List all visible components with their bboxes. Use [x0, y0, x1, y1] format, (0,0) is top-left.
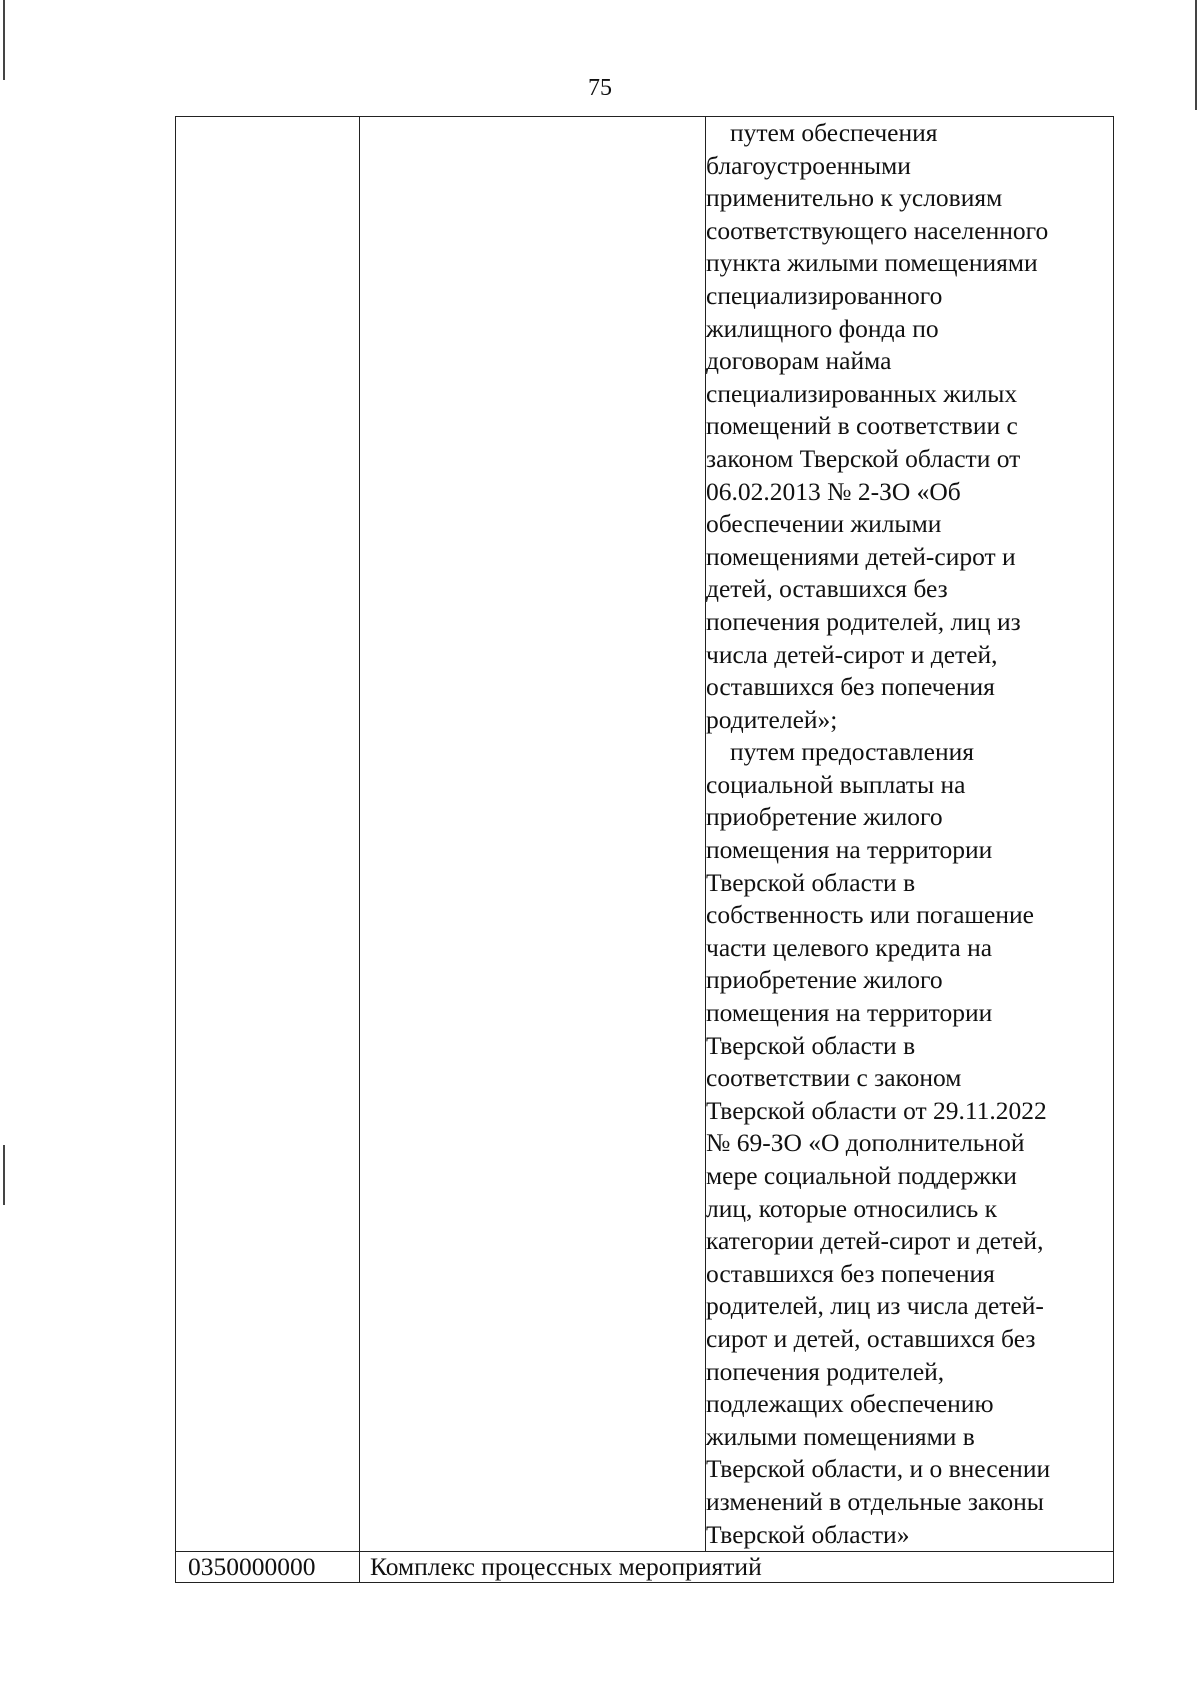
- paragraph-line: законом Тверской области от: [706, 443, 1021, 473]
- paragraph-line: собственность или погашение: [706, 900, 1034, 930]
- paragraph-line: сирот и детей, оставшихся без: [706, 1323, 1036, 1353]
- paragraph-line: Тверской области в: [706, 867, 916, 897]
- paragraph-line: путем обеспечения: [730, 118, 938, 147]
- table-cell-name: Комплекс процессных мероприятий: [360, 1552, 1114, 1583]
- page-number: 75: [588, 75, 612, 101]
- paragraph-line: жилищного фонда по: [706, 313, 939, 343]
- paragraph-line: пункта жилыми помещениями: [706, 248, 1038, 278]
- table-cell-description: [706, 117, 1114, 1552]
- description-paragraph-2: [706, 736, 1113, 1551]
- description-paragraph-1: [706, 117, 1113, 736]
- paragraph-line: части целевого кредита на: [706, 932, 993, 962]
- scan-edge-mark: [3, 1145, 5, 1205]
- paragraph-line: Тверской области»: [706, 1519, 910, 1549]
- table-row: [176, 1552, 1114, 1583]
- paragraph-line: благоустроенными: [706, 150, 911, 180]
- table-row-continuation: [176, 117, 1114, 1552]
- paragraph-line: изменений в отдельные законы: [706, 1486, 1044, 1516]
- paragraph-line: родителей, лиц из числа детей-: [706, 1291, 1044, 1321]
- paragraph-line: соответствующего населенного: [706, 215, 1049, 245]
- paragraph-line: мере социальной поддержки: [706, 1161, 1017, 1190]
- scan-edge-mark: [3, 0, 5, 80]
- paragraph-line: помещениями детей-сирот и: [706, 541, 1016, 571]
- paragraph-line: № 69-ЗО «О дополнительной: [706, 1128, 1025, 1158]
- paragraph-line: Тверской области в: [706, 1030, 916, 1060]
- paragraph-line: числа детей-сирот и детей,: [706, 639, 998, 669]
- paragraph-line: подлежащих обеспечению: [706, 1389, 994, 1419]
- paragraph-line: лиц, которые относились к: [706, 1193, 998, 1223]
- table-cell-code-empty: [176, 117, 360, 1552]
- paragraph-line: жилыми помещениями в: [706, 1421, 975, 1451]
- document-table: [175, 116, 1114, 1583]
- paragraph-line: оставшихся без попечения: [706, 672, 995, 702]
- paragraph-line: обеспечении жилыми: [706, 509, 942, 539]
- paragraph-line: помещения на территории: [706, 998, 993, 1028]
- paragraph-line: применительно к условиям: [706, 183, 1003, 213]
- paragraph-line: 06.02.2013 № 2-ЗО «Об: [706, 476, 961, 506]
- paragraph-line: путем предоставления: [730, 737, 974, 767]
- paragraph-line: категории детей-сирот и детей,: [706, 1226, 1044, 1256]
- paragraph-line: Тверской области, и о внесении: [706, 1454, 1051, 1484]
- paragraph-line: специализированных жилых: [706, 378, 1018, 408]
- paragraph-line: попечения родителей, лиц из: [706, 606, 1021, 636]
- paragraph-line: помещений в соответствии с: [706, 411, 1018, 441]
- paragraph-line: помещения на территории: [706, 835, 993, 865]
- paragraph-line: социальной выплаты на: [706, 769, 966, 799]
- paragraph-line: родителей»;: [706, 704, 838, 734]
- paragraph-line: соответствии с законом: [706, 1063, 962, 1093]
- table-cell-code: 0350000000: [176, 1552, 360, 1583]
- paragraph-line: приобретение жилого: [706, 965, 943, 995]
- paragraph-line: Тверской области от 29.11.2022: [706, 1095, 1047, 1125]
- paragraph-line: попечения родителей,: [706, 1356, 945, 1386]
- paragraph-line: оставшихся без попечения: [706, 1258, 995, 1288]
- paragraph-line: специализированного: [706, 280, 943, 310]
- scan-edge-mark: [1195, 0, 1197, 110]
- paragraph-line: договорам найма: [706, 346, 892, 376]
- table-cell-name-empty: [360, 117, 706, 1552]
- paragraph-line: приобретение жилого: [706, 802, 943, 832]
- paragraph-line: детей, оставшихся без: [706, 574, 948, 604]
